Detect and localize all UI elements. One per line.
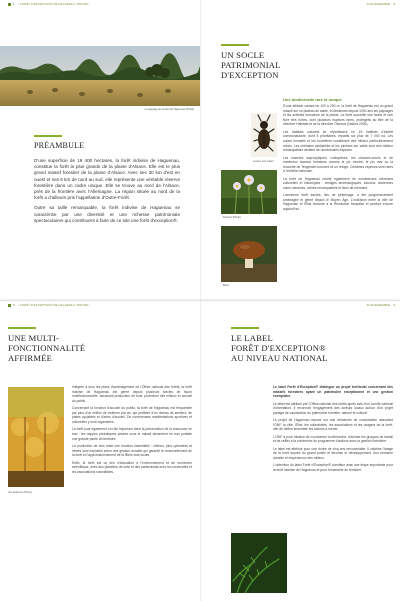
- mushroom-photo: [221, 226, 277, 282]
- title-rule: [221, 44, 249, 46]
- running-head: 1 > FORÊT D'EXCEPTION® DE HAGUENAU | PROJET: [8, 3, 89, 6]
- fern-photo: [231, 533, 287, 593]
- flower-photo: [221, 170, 277, 214]
- page-number: 2: [393, 3, 395, 6]
- aerial-caption: Vue aérienne (Photo): [8, 491, 32, 494]
- title-rule: [34, 135, 62, 137]
- page-number: 3: [13, 304, 15, 308]
- page-number: 1: [13, 3, 15, 7]
- running-head: AGIR ENSEMBLE 4: [366, 304, 395, 307]
- intro-paragraph: Outre sa taille remarquable, la forêt indivise de Haguenau se caractérise par une diversité et une richesse patrimoniale spectaculaires qui contribuent à faire de ce site une forêt d'exception®.: [34, 205, 180, 223]
- bullet-icon: [8, 304, 11, 307]
- spread-2: [0, 300, 400, 601]
- page-2: [200, 0, 400, 300]
- subhead-biodiversite: Une biodiversité rare et unique: [283, 97, 342, 102]
- mushroom-image: [221, 226, 277, 282]
- spread-1: [0, 0, 400, 300]
- flower-caption: Drosera (Photo): [223, 216, 241, 219]
- beetle-photo: [251, 113, 277, 157]
- beetle-caption: Lucane cerf-volant: [253, 160, 274, 163]
- landscape-image: [0, 46, 200, 106]
- bullet-icon: [8, 3, 11, 6]
- aerial-photo: [8, 387, 64, 487]
- landscape-photo: [0, 46, 200, 106]
- page-1: [0, 0, 200, 300]
- section-title-label: LE LABEL FORÊT D'EXCEPTION® AU NIVEAU NATIONAL: [231, 327, 328, 363]
- photo-caption: Le paysage de la forêt de Haguenau (Photo): [144, 108, 194, 111]
- fern-image: [231, 533, 287, 593]
- running-head: 3 > FORÊT D'EXCEPTION® DE HAGUENAU | PROJET: [8, 304, 89, 307]
- page-4: [200, 301, 400, 601]
- section-title-preambule: PRÉAMBULE: [34, 135, 84, 150]
- intro-text: [34, 158, 180, 228]
- body-text-multifonctionnalite: Intégrée à tous les plans d'aménagement de l'Office national des forêts, la forêt indivise de Haguenau est gérée depuis plusieurs siècles de façon multifonctionnelle, associant production de bois, protection des milieux et accueil du public. Concernant la fonction d'accueil du public, la forêt de Haguenau est fréquentée par plus d'un million de visiteurs par an, qui profitent d'un réseau de sentiers, de pistes cyclables et d'aires d'accueil. De nombreuses manifestations sportives et culturelles y sont organisées. La forêt joue également un rôle important dans la préservation de la ressource en eau : les nappes phréatiques situées sous le massif alimentent en eau potable une grande partie du territoire. La production de bois reste une fonction essentielle : chênes, pins sylvestres et hêtres sont exploités selon une gestion durable qui garantit le renouvellement de la forêt et l'approvisionnement de la filière bois locale. Enfin, la forêt est un lieu d'éducation à l'environnement et de recherche scientifique, avec des placettes de suivi et des partenariats avec les universités et les associations naturalistes.: [72, 385, 192, 474]
- flower-image: [221, 170, 277, 214]
- body-text-socle: D'une altitude variant de 100 à 200 m, la forêt de Haguenau est un grand massif sur un plateau de sable, et dessinant depuis 1000 ans les paysages et les activités humaines de la plaine. La forêt accueille une faune et une flore très riches, dont plusieurs espèces rares, protégées au titre de la directive Habitats et de la directive Oiseaux (Natura 2000). Les habitats naturels se répartissent en 15 habitats d'intérêt communautaire, dont 5 prioritaires, répartis sur plus de 7 000 ha. Les zones humides et les tourbières constituent des milieux particulièrement riches. Les chênaies acidiphiles et les pinèdes sur sable sont des milieux remarquables abritant de nombreuses espèces. Les insectes saproxyliques, coléoptères, les chauves-souris et de nombreux oiseaux forestiers comme le pic cendré, le pic mar ou la chouette de Tengmalm trouvent ici un refuge. Certaines espèces sont rares à l'échelle nationale. La forêt de Haguenau recèle également de nombreuses richesses culturelles et historiques : vestiges archéologiques, tumulus, anciennes voies romaines, arbres remarquables et lieux de mémoire. L'ancienne forêt sacrée, lieu de pèlerinage, a été progressivement aménagée et gérée depuis le Moyen Âge. L'indivision entre la ville de Haguenau et l'État remonte à la Révolution française et perdure encore aujourd'hui.: [283, 104, 393, 212]
- beetle-image: [251, 113, 277, 157]
- running-head: AGIR ENSEMBLE 2: [366, 3, 395, 6]
- aerial-image: [8, 387, 64, 487]
- lead-paragraph: Le label Forêt d'Exception® distingue un projet territorial concernant des massifs forestiers ayant un patrimoine exceptionnel et une gestion exemplaire.: [273, 385, 393, 399]
- title-rule: [8, 327, 36, 329]
- intro-paragraph: D'une superficie de 19 400 hectares, la forêt indivise de Haguenau, constitue la forêt la plus grande de la plaine d'Alsace. Elle est le plus grand massif forestier de la plaine d'Alsace. Avec ses 30 km d'est en ouest et ses 6 km de nord au sud, elle représente une véritable réserve forestière dans un cadre unique. Elle se trouve au nord de l'Alsace, près de la frontière avec l'Allemagne. La région située au nord de la forêt a d'ailleurs pris l'appellation d'Outre-Forêt.: [34, 158, 180, 201]
- section-title-socle: UN SOCLE PATRIMONIAL D'EXCEPTION: [221, 44, 281, 80]
- page-3: [0, 301, 200, 601]
- body-text-label: Le label Forêt d'Exception® distingue un projet territorial concernant des massifs forestiers ayant un patrimoine exceptionnel et une gestion exemplaire. Le label est attribué par l'Office national des forêts après avis d'un comité national d'orientation. Il reconnaît l'engagement des acteurs locaux autour d'un projet partagé de valorisation du patrimoine forestier, naturel et culturel. Le projet de Haguenau repose sur une démarche de concertation associant l'ONF, la ville, l'État, les collectivités, les associations et les usagers de la forêt, afin de définir ensemble les actions à mener. L'ONF a pour mission de coordonner la démarche, d'animer les groupes de travail et de veiller à la cohérence du programme d'actions avec la gestion forestière. Le label est attribué pour une durée de cinq ans renouvelable. Il valorise l'image de la forêt auprès du grand public et favorise le développement d'un tourisme durable et respectueux des milieux. L'obtention du label Forêt d'Exception® constitue ainsi une étape importante pour la forêt indivise de Haguenau et pour l'ensemble du territoire.: [273, 385, 393, 472]
- mushroom-caption: Bolet: [223, 284, 229, 287]
- title-rule: [231, 327, 259, 329]
- page-number: 4: [393, 304, 395, 307]
- section-title-multifonctionnalite: UNE MULTI- FONCTIONNALITÉ AFFIRMÉE: [8, 327, 85, 363]
